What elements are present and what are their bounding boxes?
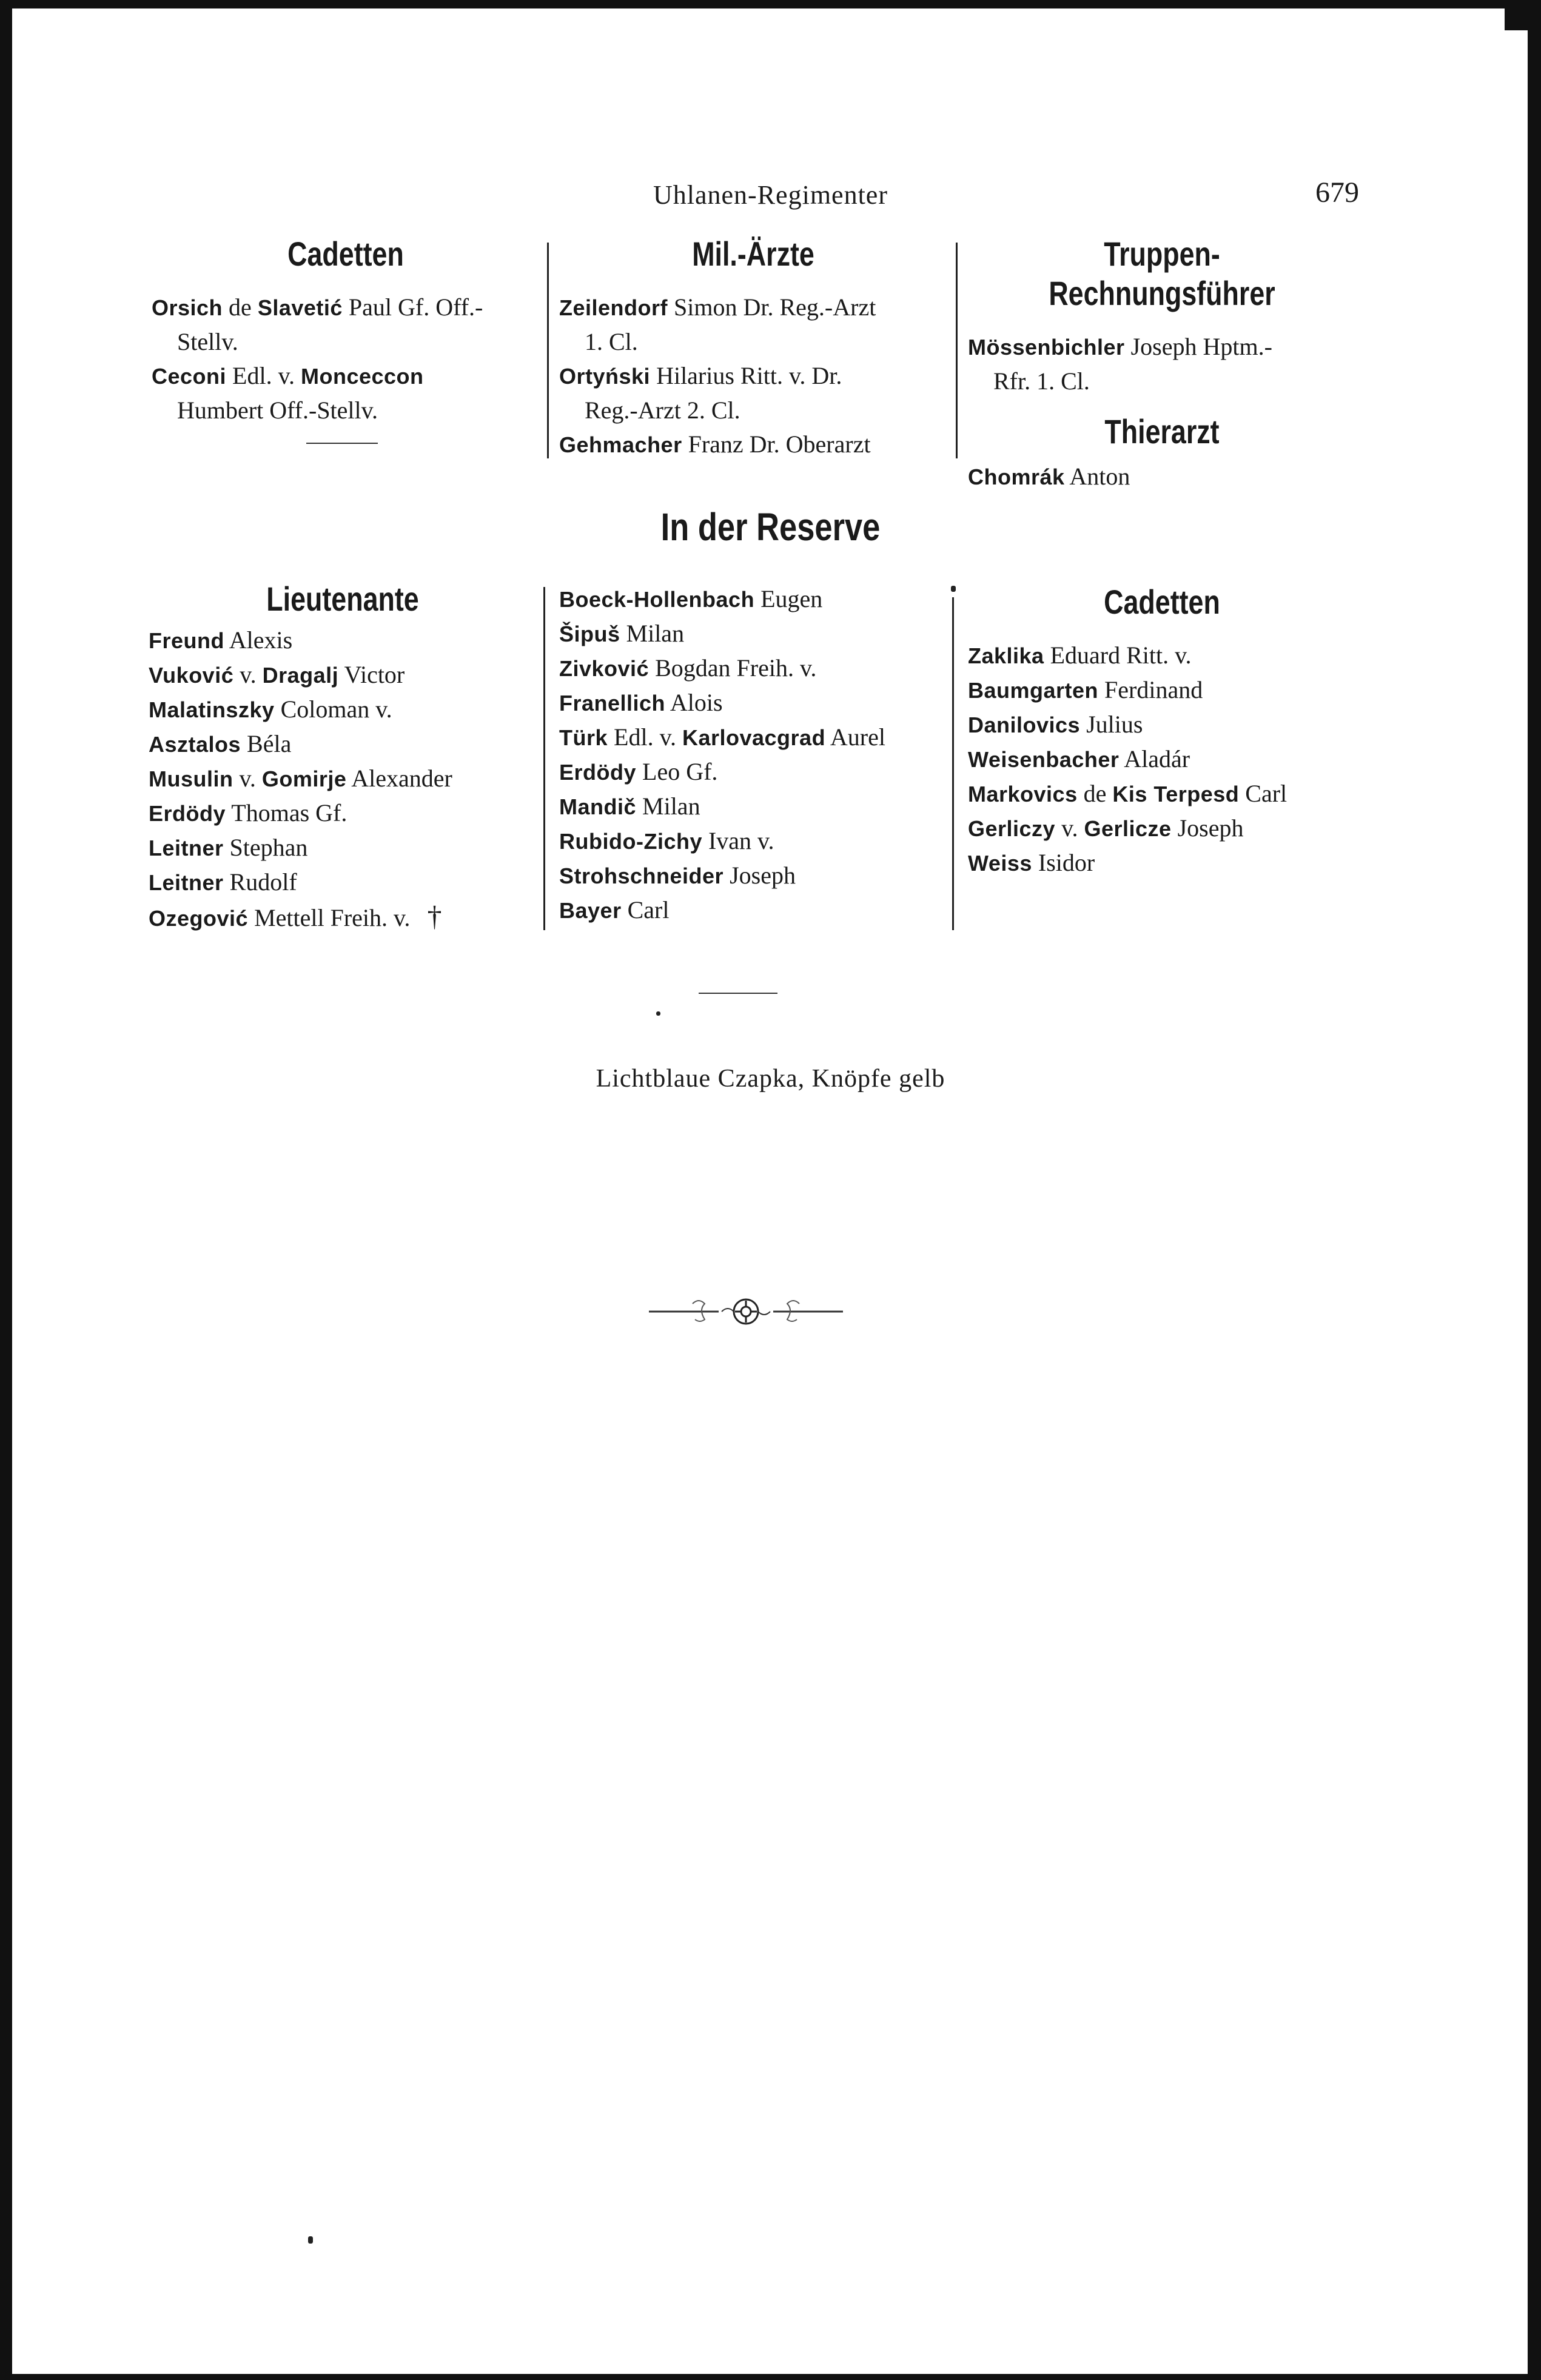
list-item: Baumgarten Ferdinand [968,676,1203,703]
list-item: Weisenbacher Aladár [968,745,1190,773]
surname: Bayer [559,898,622,923]
surname: Rubido-Zichy [559,829,702,854]
list-item: Ceconi Edl. v. Monceccon [152,362,424,389]
section-end-rule [699,993,777,994]
column-divider [543,587,545,930]
surname: Ortyński [559,364,651,389]
surname: Vuković [149,663,234,688]
column-mil-aerzte [559,234,947,462]
list-item: Türk Edl. v. Karlovacgrad Aurel [559,723,885,751]
list-item: Strohschneider Joseph [559,862,796,889]
list-item: Franellich Alois [559,689,723,716]
list-item: Bayer Carl [559,896,670,924]
column-divider [952,597,954,930]
surname: Boeck-Hollenbach [559,587,755,612]
list-item-continuation: Humbert Off.-Stellv. [177,397,378,424]
column-rechnungsfuehrer [968,234,1356,494]
print-dot [951,586,956,592]
list-item: Chomrák Anton [968,463,1130,490]
surname: Freund [149,628,224,653]
surname: Gerliczy [968,816,1056,841]
list-item: Zaklika Eduard Ritt. v. [968,642,1192,669]
list-item: Zivković Bogdan Freih. v. [559,654,817,682]
column-end-rule [306,443,378,444]
list-item: Danilovics Julius [968,711,1143,738]
surname: Baumgarten [968,678,1099,703]
list-item: Weiss Isidor [968,849,1095,876]
list-item-continuation: Rfr. 1. Cl. [993,367,1090,395]
column-reserve-cadetten [968,582,1356,880]
surname: Weisenbacher [968,747,1120,772]
surname: Franellich [559,691,666,716]
section-heading-lieutenante: Lieutenante [266,580,419,618]
surname: Šipuš [559,622,620,646]
surname: Markovics [968,782,1078,806]
section-heading-cadetten-reserve: Cadetten [1104,583,1220,621]
print-dot [308,2236,313,2244]
list-item: Leitner Rudolf [149,868,297,896]
scan-border-corner [1505,0,1541,30]
surname: Orsich [152,295,223,320]
column-divider [956,243,958,458]
list-item-continuation: Stellv. [177,328,238,355]
section-heading-mil-aerzte: Mil.-Ärzte [692,235,814,273]
surname: Leitner [149,870,224,895]
scan-border-top [0,0,1541,8]
list-item: Erdödy Thomas Gf. [149,799,347,826]
list-item: Rubido-Zichy Ivan v. [559,827,774,854]
list-item: Erdödy Leo Gf. [559,758,718,785]
surname: Weiss [968,851,1032,876]
list-item: Asztalos Béla [149,730,292,757]
list-item: Šipuš Milan [559,620,685,647]
print-dot [656,1011,660,1016]
list-item: Mandič Milan [559,793,700,820]
section-title-reserve: In der Reserve [660,505,881,549]
surname: Leitner [149,836,224,860]
deceased-cross-icon: † [427,900,442,933]
surname: Danilovics [968,712,1081,737]
page-number: 679 [1315,176,1359,209]
scan-border-bottom [0,2374,1541,2380]
list-item: Vuković v. Dragalj Victor [149,661,405,688]
running-title: Uhlanen-Regimenter [653,180,888,210]
section-heading-rechnungsfuehrer: Truppen-Rechnungsführer [1049,235,1275,312]
list-item: Gerliczy v. Gerlicze Joseph [968,814,1244,842]
list-item-continuation: Reg.-Arzt 2. Cl. [585,397,740,424]
surname: Mandič [559,794,637,819]
list-item: Ozegović Mettell Freih. v. † [149,900,442,933]
column-divider [547,243,549,458]
list-item: Ortyński Hilarius Ritt. v. Dr. [559,362,842,389]
column-cadetten-active [152,234,540,427]
scan-border-left [0,0,12,2380]
list-item: Boeck-Hollenbach Eugen [559,585,823,612]
scan-border-right [1528,0,1541,2380]
section-heading-thierarzt: Thierarzt [1104,412,1220,451]
list-item: Gehmacher Franz Dr. Oberarzt [559,431,871,458]
list-item: Zeilendorf Simon Dr. Reg.-Arzt [559,293,876,321]
list-item: Malatinszky Coloman v. [149,696,392,723]
section-heading-cadetten: Cadetten [287,235,404,273]
surname: Strohschneider [559,863,724,888]
surname: Asztalos [149,732,241,757]
list-item-continuation: 1. Cl. [585,328,638,355]
surname: Zivković [559,656,650,681]
surname: Musulin [149,766,233,791]
ornament-divider-icon [643,1290,849,1333]
surname: Ozegović [149,906,249,931]
list-item: Mössenbichler Joseph Hptm.- [968,333,1272,360]
surname: Türk [559,725,608,750]
surname: Zaklika [968,643,1044,668]
list-item: Orsich de Slavetić Paul Gf. Off.- [152,293,483,321]
list-item: Musulin v. Gomirje Alexander [149,765,452,792]
list-item: Markovics de Kis Terpesd Carl [968,780,1288,807]
column-reserve-lieutenante [149,579,537,936]
surname: Zeilendorf [559,295,668,320]
surname: Mössenbichler [968,335,1125,360]
surname: Erdödy [149,801,226,826]
surname: Ceconi [152,364,227,389]
uniform-note: Lichtblaue Czapka, Knöpfe gelb [596,1065,945,1093]
surname: Chomrák [968,464,1065,489]
surname: Erdödy [559,760,637,785]
list-item: Freund Alexis [149,626,293,654]
list-item: Leitner Stephan [149,834,308,861]
surname: Malatinszky [149,697,275,722]
column-reserve-middle [559,582,947,928]
surname: Gehmacher [559,432,682,457]
